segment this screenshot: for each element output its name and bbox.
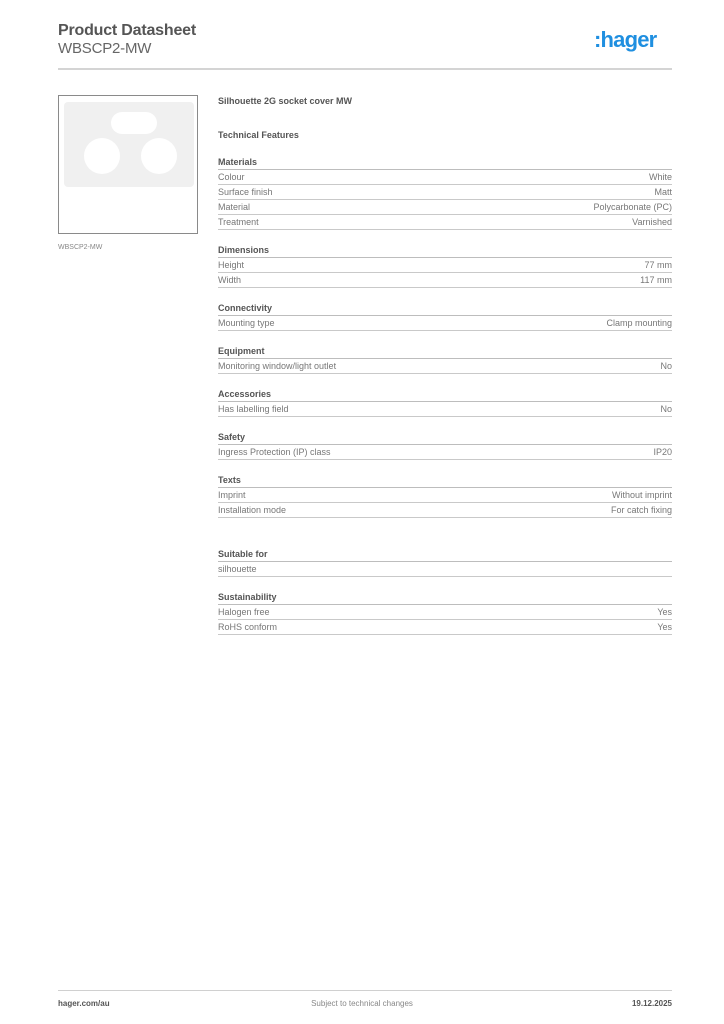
section-title: Connectivity xyxy=(218,302,672,316)
socket-cover-plate-icon xyxy=(64,102,194,187)
section-connectivity xyxy=(218,302,672,331)
section-title: Safety xyxy=(218,431,672,445)
spec-value: No xyxy=(660,404,672,414)
spec-row xyxy=(218,620,672,635)
spec-row xyxy=(218,215,672,230)
section-title: Texts xyxy=(218,474,672,488)
section-title: Dimensions xyxy=(218,244,672,258)
socket-hole-right-icon xyxy=(141,138,177,174)
section-sustainability xyxy=(218,591,672,635)
section-texts xyxy=(218,474,672,518)
spec-label: Treatment xyxy=(218,217,259,227)
section-title: Suitable for xyxy=(218,548,672,562)
spec-value: No xyxy=(660,361,672,371)
section-equipment xyxy=(218,345,672,374)
spec-row xyxy=(218,316,672,331)
image-caption: WBSCP2-MW xyxy=(58,244,103,251)
spec-value: Yes xyxy=(657,607,672,617)
spec-row xyxy=(218,185,672,200)
spec-row xyxy=(218,605,672,620)
footer-divider xyxy=(58,990,672,991)
spec-label: Has labelling field xyxy=(218,404,289,414)
spec-value: Yes xyxy=(657,622,672,632)
spec-label: silhouette xyxy=(218,564,257,574)
spec-label: Imprint xyxy=(218,490,246,500)
spec-row xyxy=(218,258,672,273)
switch-slot-icon xyxy=(111,112,157,134)
spec-label: Monitoring window/light outlet xyxy=(218,361,337,371)
page-title: Product Datasheet xyxy=(58,22,196,39)
spec-value: Varnished xyxy=(632,217,672,227)
spec-value: 77 mm xyxy=(644,260,672,270)
section-title: Sustainability xyxy=(218,591,672,605)
header-divider xyxy=(58,68,672,70)
spec-row xyxy=(218,503,672,518)
spec-label: RoHS conform xyxy=(218,622,278,632)
technical-features-title: Technical Features xyxy=(218,130,299,140)
spec-row xyxy=(218,170,672,185)
section-suitable-for xyxy=(218,548,672,577)
footer-disclaimer: Subject to technical changes xyxy=(311,999,413,1008)
spec-value: For catch fixing xyxy=(610,505,672,515)
section-materials xyxy=(218,156,672,230)
spec-value: 117 mm xyxy=(640,275,672,285)
section-dimensions xyxy=(218,244,672,288)
footer-website-link[interactable]: hager.com/au xyxy=(58,999,110,1008)
section-safety xyxy=(218,431,672,460)
spec-row xyxy=(218,488,672,503)
socket-hole-left-icon xyxy=(84,138,120,174)
spec-label: Halogen free xyxy=(218,607,270,617)
hager-logo: :hager xyxy=(594,27,657,52)
product-code: WBSCP2-MW xyxy=(58,40,152,57)
spec-label: Mounting type xyxy=(218,318,275,328)
spec-label: Width xyxy=(218,275,242,285)
spec-value: IP20 xyxy=(653,447,672,457)
section-title: Accessories xyxy=(218,388,672,402)
spec-content xyxy=(218,96,672,635)
spec-label: Surface finish xyxy=(218,187,273,197)
spec-label: Material xyxy=(218,202,251,212)
product-name: Silhouette 2G socket cover MW xyxy=(218,96,353,106)
spec-label: Colour xyxy=(218,172,245,182)
spec-value: White xyxy=(648,172,672,182)
spec-label: Height xyxy=(218,260,245,270)
spec-value: Polycarbonate (PC) xyxy=(593,202,672,212)
spec-row xyxy=(218,273,672,288)
spec-row xyxy=(218,200,672,215)
spec-value: Matt xyxy=(654,187,672,197)
footer-date: 19.12.2025 xyxy=(631,999,672,1008)
spec-label: Installation mode xyxy=(218,505,287,515)
product-image xyxy=(58,95,198,234)
spec-row xyxy=(218,562,672,577)
spec-value: Clamp mounting xyxy=(606,318,672,328)
spec-row xyxy=(218,402,672,417)
section-accessories xyxy=(218,388,672,417)
spec-value: Without imprint xyxy=(611,490,672,500)
spec-label: Ingress Protection (IP) class xyxy=(218,447,331,457)
section-title: Materials xyxy=(218,156,672,170)
spec-row xyxy=(218,445,672,460)
spec-row xyxy=(218,359,672,374)
section-title: Equipment xyxy=(218,345,672,359)
